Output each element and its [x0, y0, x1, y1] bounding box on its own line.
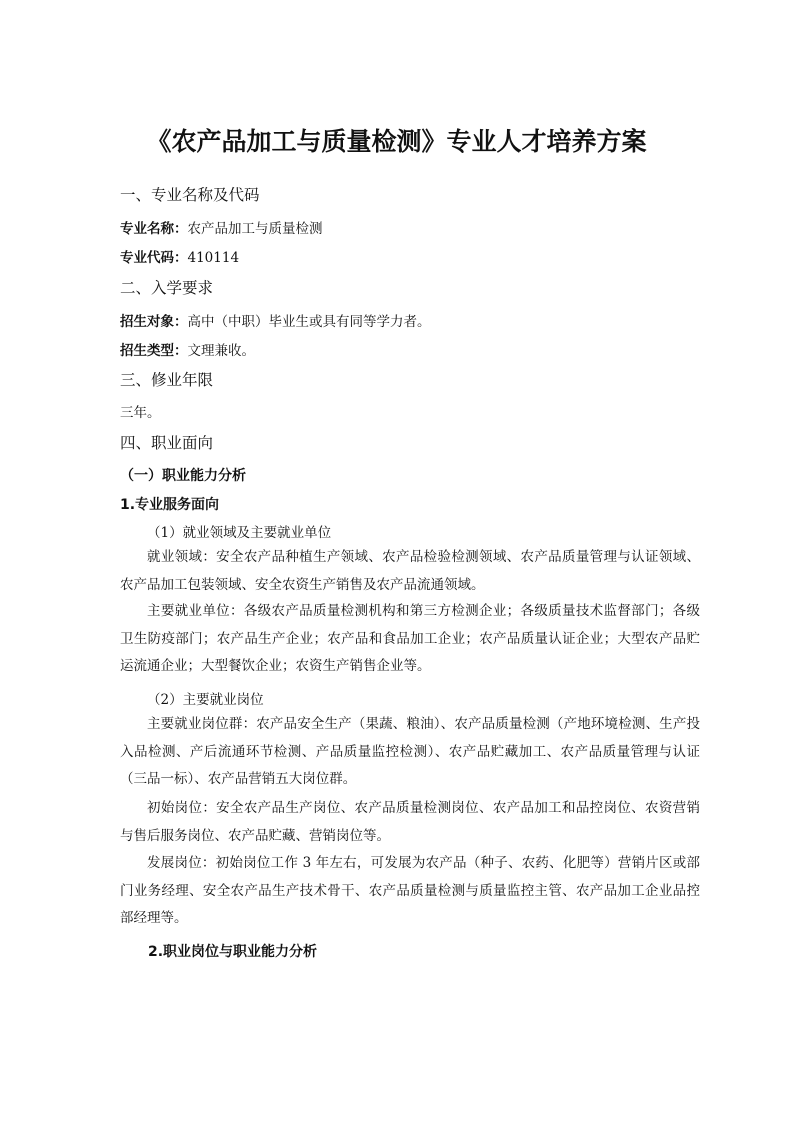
section-heading: 一、专业名称及代码	[120, 186, 260, 204]
label: 招生对象：	[120, 314, 188, 330]
item-heading: （2）主要就业岗位	[147, 692, 264, 708]
paragraph: 就业领域：安全农产品种植生产领域、农产品检验检测领域、农产品质量管理与认证领域、农产品加工包装领域、安全农资生产销售及农产品流通领域。	[120, 549, 700, 593]
value: 农产品加工与质量检测	[187, 221, 323, 237]
value: 高中（中职）毕业生或具有同等学力者。	[187, 314, 431, 330]
section-heading: 四、职业面向	[120, 434, 214, 452]
label: 专业代码：	[120, 250, 188, 266]
section-heading: 二、入学要求	[120, 279, 214, 297]
paragraph: 主要就业单位：各级农产品质量检测机构和第三方检测企业；各级质量技术监督部门；各级卫生防疫部门；农产品生产企业；农产品和食品加工企业；农产品质量认证企业；大型农产品贮运流通企业；大型餐饮企业；农资生产销售企业等。	[120, 603, 700, 674]
paragraph: 主要就业岗位群：农产品安全生产（果蔬、粮油）、农产品质量检测（产地环境检测、生产投入品检测、产后流通环节检测、产品质量监控检测）、农产品贮藏加工、农产品质量管理与认证（三品一标）、农产品营销五大岗位群。	[120, 716, 700, 787]
value: 文理兼收。	[187, 343, 255, 359]
enroll-target	[120, 310, 700, 330]
paragraph: 发展岗位：初始岗位工作 3 年左右，可发展为农产品（种子、农药、化肥等）营销片区或部门业务经理、安全农产品生产技术骨干、农产品质量检测与质量监控主管、农产品加工企业品控部经理等。	[120, 855, 700, 926]
subsection-heading: （一）职业能力分析	[120, 468, 246, 484]
enroll-type	[120, 339, 700, 359]
section-heading: 三、修业年限	[120, 371, 214, 389]
subsection-heading: 1.专业服务面向	[120, 497, 220, 513]
major-code	[120, 246, 700, 266]
value: 410114	[187, 250, 240, 266]
label: 招生类型：	[120, 343, 188, 359]
major-name	[120, 217, 700, 237]
paragraph: 初始岗位：安全农产品生产岗位、农产品质量检测岗位、农产品加工和品控岗位、农资营销与售后服务岗位、农产品贮藏、营销岗位等。	[120, 800, 700, 844]
item-heading: （1）就业领域及主要就业单位	[147, 525, 332, 541]
page-title: 《农产品加工与质量检测》专业人才培养方案	[146, 127, 647, 156]
duration: 三年。	[120, 405, 161, 421]
label: 专业名称：	[120, 221, 188, 237]
subsection-heading: 2.职业岗位与职业能力分析	[148, 944, 318, 960]
